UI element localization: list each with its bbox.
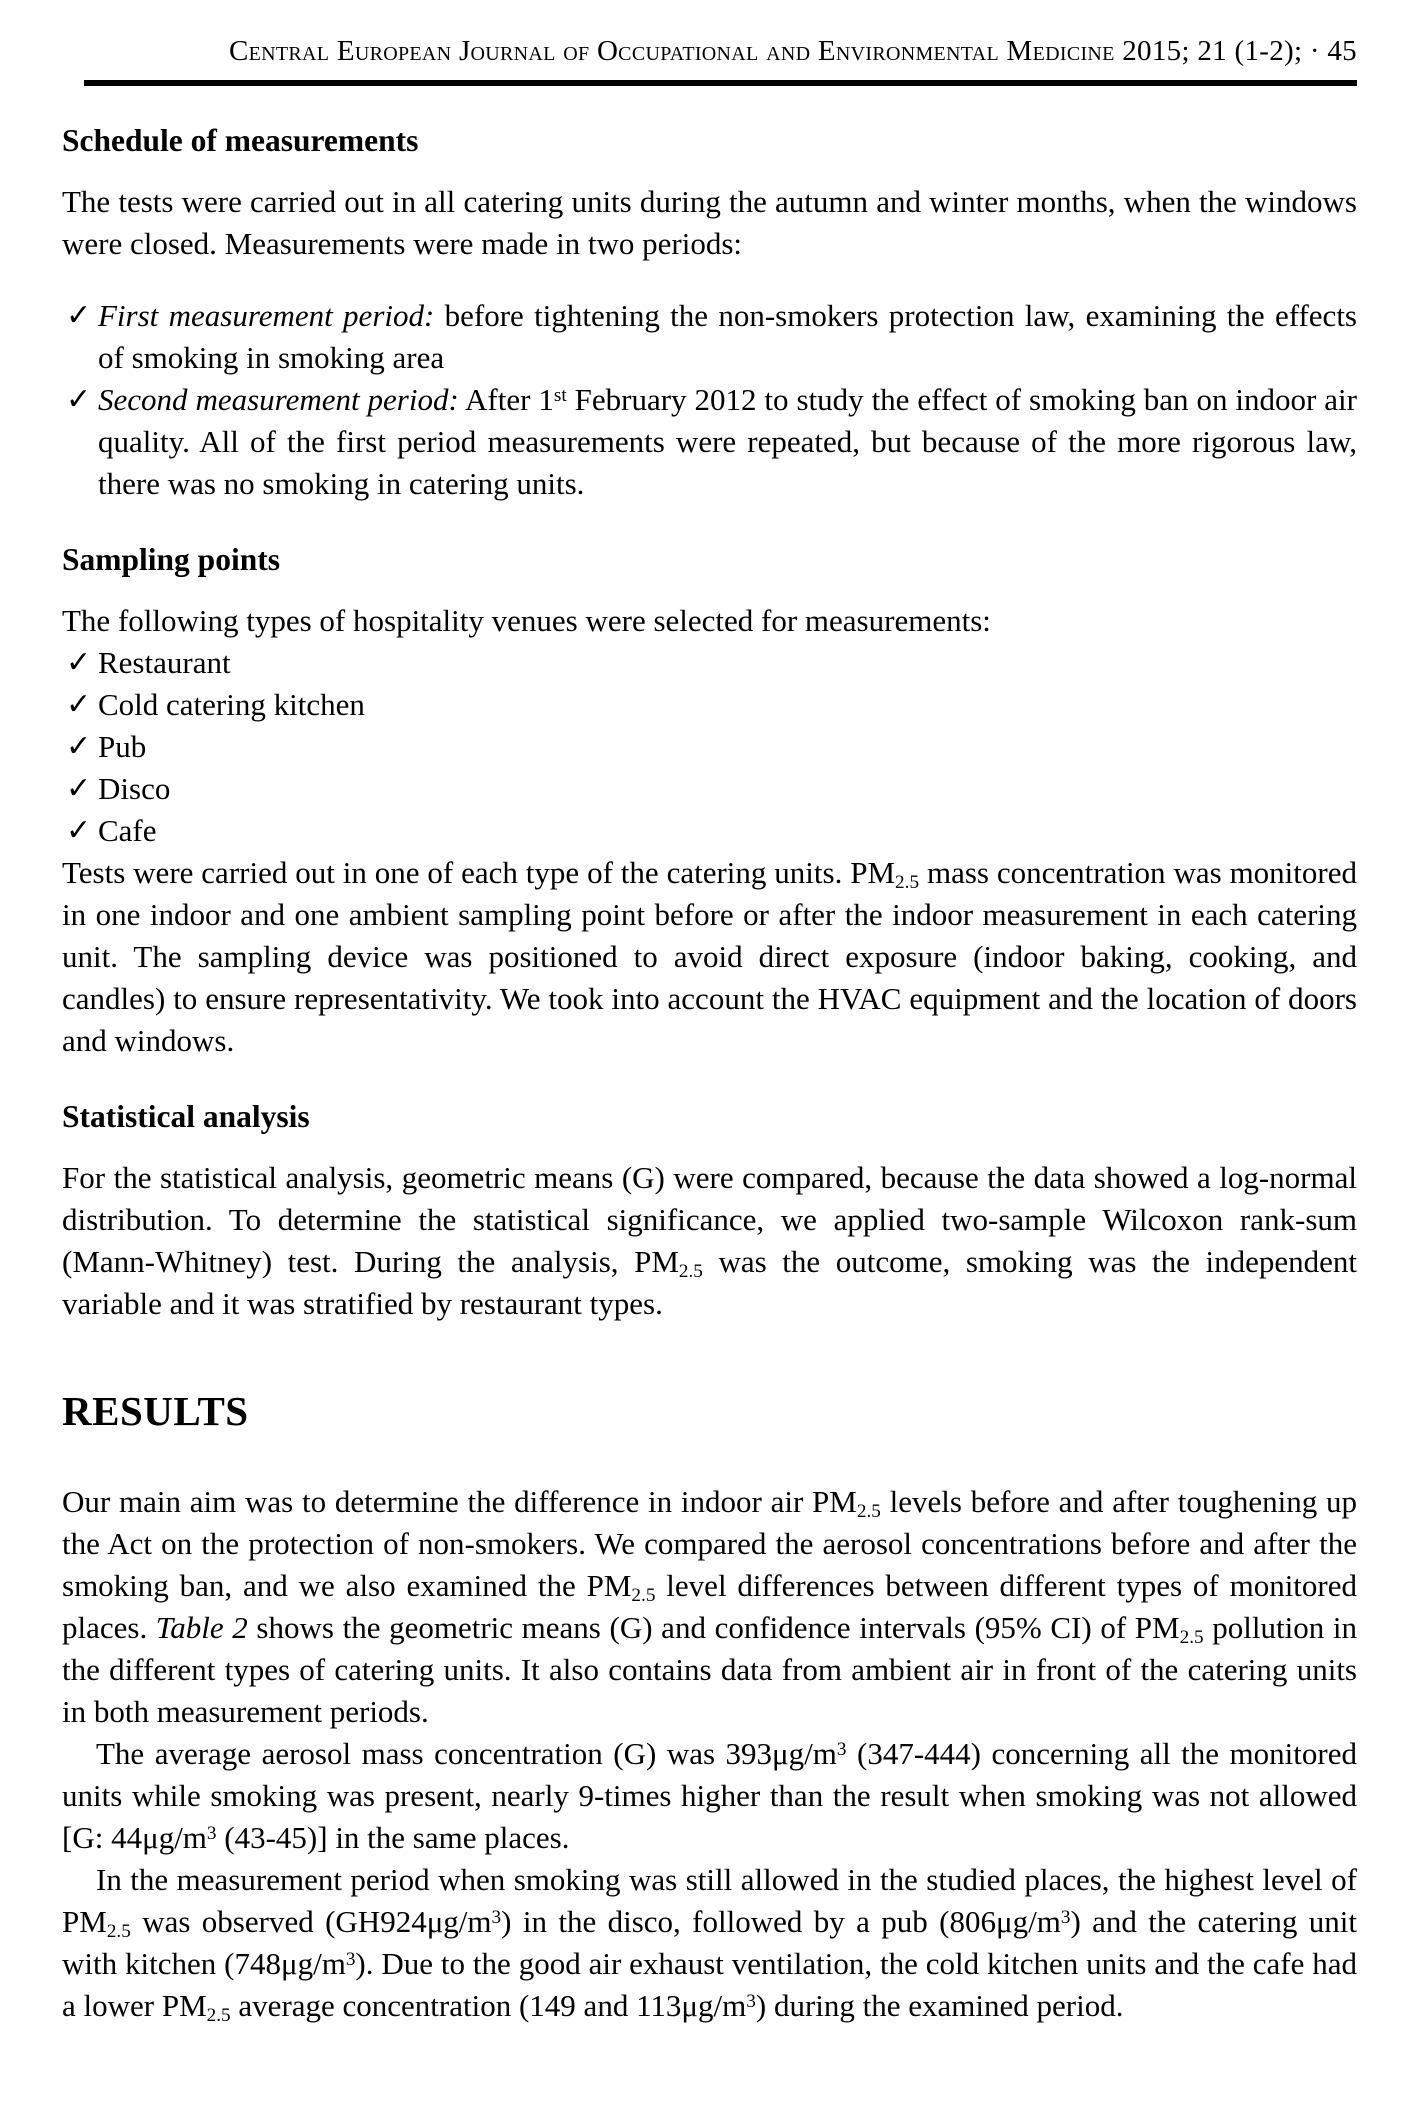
paragraph-schedule-intro: The tests were carried out in all catering units during the autumn and winter months, when the windows were closed. Measurements were made in two periods: [62, 184, 1357, 261]
list-item-venue [62, 684, 1357, 726]
heading-sampling-points: Sampling points [62, 542, 280, 577]
venue-label: Cafe [98, 813, 157, 848]
list-item-venue [62, 768, 1357, 810]
paragraph-results-aim: Our main aim was to determine the difference in indoor air $PM_{2.5}$ levels before and after toughening up the Act on the protection of non-smokers. We compared the aerosol concentrations before and after the smoking ban, and we also examined the $PM_{2.5}$ level differences between different types of monitored places. Table 2 shows the geometric means (G) and confidence intervals (95% CI) of $PM_{2.5}$ pollution in the different types of catering units. It also contains data from ambient air in front of the catering units in both measurement periods. [62, 1484, 1358, 1729]
list-item-venue [62, 810, 1357, 852]
header-rule [84, 80, 1357, 86]
venue-label: Disco [98, 771, 171, 806]
venue-label: Pub [98, 729, 147, 764]
checkmark-icon: ✓ [66, 646, 92, 679]
heading-results: RESULTS [62, 1388, 249, 1434]
paragraph-tests-carried-out: Tests were carried out in one of each type of the catering units. $PM_{2.5}$ mass concentration was monitored in one indoor and one ambient sampling point before or after the indoor measurement in each catering unit. The sampling device was positioned to avoid direct exposure (indoor baking, cooking, and candles) to ensure representativity. We took into account the HVAC equipment and the location of doors and windows. [62, 855, 1357, 1058]
list-item-second-period [62, 379, 1357, 505]
checkmark-icon: ✓ [66, 299, 92, 332]
venue-label: Cold catering kitchen [98, 687, 365, 722]
venue-label: Restaurant [98, 645, 231, 680]
paragraph-results-average: The average aerosol mass concentration (G) was $393\mu g/m^3$ (347-444) concerning all the monitored units while smoking was present, nearly 9-times higher than the result when smoking was not allowed [G: $44\mu g/m^3$ (43-45)] in the same places. [62, 1736, 1357, 1855]
second-period-text: Second measurement period: After 1st February 2012 to study the effect of smoking ban on indoor air quality. All of the first period measurements were repeated, but because of the more rigorous law, there was no smoking in catering units. [98, 382, 1357, 501]
list-item-venue [62, 726, 1357, 768]
paragraph-results-highest-levels: In the measurement period when smoking was still allowed in the studied places, the highest level of $PM_{2.5}$ was observed $(GH924\mu g/m^3)$ in the disco, followed by a pub $(806\mu g/m^3)$ and the catering unit with kitchen $(748\mu g/m^3)$. Due to the good air exhaust ventilation, the cold kitchen units and the cafe had a lower $PM_{2.5}$ average concentration (149 and $113\mu g/m^3$) during the examined period. [62, 1862, 1357, 2027]
journal-header: Central European Journal of Occupational and Environmental Medicine 2015; 21 (1-2); · 45 [228, 35, 1357, 67]
checkmark-icon: ✓ [66, 814, 92, 847]
first-period-text: First measurement period: before tightening the non-smokers protection law, examining the effects of smoking in smoking area [98, 298, 1357, 375]
list-item-venue [62, 642, 1357, 684]
heading-statistical-analysis: Statistical analysis [62, 1099, 310, 1134]
paragraph-venues-intro: The following types of hospitality venues were selected for measurements: [62, 603, 991, 638]
checkmark-icon: ✓ [66, 772, 92, 805]
checkmark-icon: ✓ [66, 730, 92, 763]
measurement-periods-list [62, 295, 1357, 505]
checkmark-icon: ✓ [66, 688, 92, 721]
venues-list [62, 642, 1357, 852]
heading-schedule-of-measurements: Schedule of measurements [62, 123, 419, 158]
list-item-first-period [62, 295, 1357, 379]
paragraph-statistical-analysis: For the statistical analysis, geometric means (G) were compared, because the data showed a log-normal distribution. To determine the statistical significance, we applied two-sample Wilcoxon rank-sum (Mann-Whitney) test. During the analysis, $PM_{2.5}$ was the outcome, smoking was the independent variable and it was stratified by restaurant types. [62, 1160, 1357, 1321]
checkmark-icon: ✓ [66, 383, 92, 416]
